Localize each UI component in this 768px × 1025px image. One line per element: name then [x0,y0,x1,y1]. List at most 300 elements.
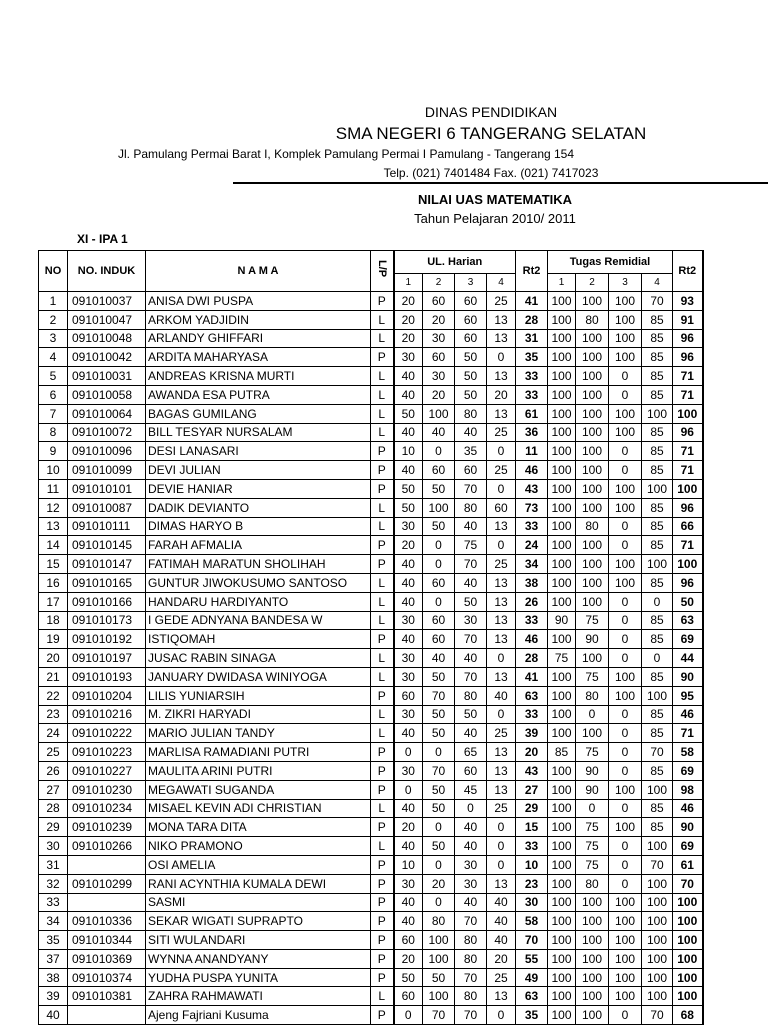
grades-table [38,250,704,1025]
cell-lp: L [371,517,394,536]
cell-ul-1: 30 [394,705,423,724]
col-ul-1: 1 [394,274,423,292]
cell-tr-4: 100 [642,949,673,968]
cell-rt2-b: 100 [673,912,703,931]
table-row [39,630,703,649]
cell-lp: L [371,367,394,386]
cell-tr-1: 100 [548,780,576,799]
cell-tr-3: 0 [609,536,642,555]
cell-tr-2: 100 [576,931,609,950]
cell-tr-4: 85 [642,667,673,686]
cell-tr-4: 100 [642,555,673,574]
cell-no: 16 [39,573,68,592]
table-row [39,292,703,311]
cell-nama: MARLISA RAMADIANI PUTRI [146,743,371,762]
cell-ul-2: 0 [423,536,455,555]
cell-rt2-a: 38 [516,573,548,592]
cell-ul-1: 40 [394,573,423,592]
cell-tr-3: 0 [609,855,642,874]
cell-ul-1: 20 [394,536,423,555]
cell-ul-1: 50 [394,404,423,423]
table-row [39,329,703,348]
cell-ul-4: 60 [487,498,516,517]
cell-ul-1: 0 [394,743,423,762]
cell-ul-3: 50 [455,385,487,404]
cell-induk: 091010111 [68,517,146,536]
cell-ul-3: 70 [455,667,487,686]
cell-tr-3: 100 [609,555,642,574]
cell-ul-1: 0 [394,780,423,799]
cell-lp: P [371,761,394,780]
cell-tr-4: 70 [642,1006,673,1025]
cell-tr-2: 80 [576,686,609,705]
cell-no: 20 [39,649,68,668]
cell-rt2-a: 63 [516,987,548,1006]
cell-induk: 091010266 [68,837,146,856]
cell-rt2-b: 69 [673,630,703,649]
cell-tr-3: 100 [609,292,642,311]
table-row [39,949,703,968]
cell-tr-2: 80 [576,517,609,536]
cell-ul-1: 40 [394,385,423,404]
cell-tr-4: 100 [642,686,673,705]
table-row [39,667,703,686]
cell-ul-2: 60 [423,630,455,649]
cell-ul-2: 60 [423,348,455,367]
col-tr-2: 2 [576,274,609,292]
cell-nama: SITI WULANDARI [146,931,371,950]
cell-ul-1: 20 [394,949,423,968]
cell-rt2-b: 100 [673,987,703,1006]
cell-ul-4: 0 [487,536,516,555]
cell-lp: L [371,310,394,329]
cell-no: 8 [39,423,68,442]
report-title: NILAI UAS MATEMATIKA [417,192,573,207]
cell-ul-3: 80 [455,686,487,705]
cell-rt2-b: 71 [673,367,703,386]
cell-ul-4: 13 [487,743,516,762]
cell-tr-2: 75 [576,818,609,837]
cell-tr-3: 100 [609,931,642,950]
cell-ul-4: 13 [487,987,516,1006]
table-row [39,780,703,799]
cell-rt2-b: 100 [673,968,703,987]
cell-lp: L [371,987,394,1006]
cell-ul-4: 13 [487,310,516,329]
cell-ul-3: 60 [455,292,487,311]
cell-lp: L [371,705,394,724]
cell-tr-1: 75 [548,649,576,668]
cell-nama: ISTIQOMAH [146,630,371,649]
cell-ul-4: 0 [487,855,516,874]
cell-rt2-a: 46 [516,461,548,480]
cell-rt2-b: 96 [673,573,703,592]
cell-ul-3: 30 [455,874,487,893]
cell-ul-4: 0 [487,348,516,367]
cell-ul-2: 70 [423,761,455,780]
cell-rt2-a: 31 [516,329,548,348]
table-row [39,423,703,442]
cell-tr-4: 100 [642,404,673,423]
cell-tr-2: 100 [576,292,609,311]
cell-ul-4: 40 [487,931,516,950]
cell-tr-4: 85 [642,310,673,329]
cell-ul-1: 20 [394,292,423,311]
cell-tr-4: 85 [642,705,673,724]
academic-year: Tahun Pelajaran 2010/ 2011 [414,211,576,226]
cell-ul-3: 70 [455,555,487,574]
cell-tr-1: 100 [548,912,576,931]
table-row [39,799,703,818]
cell-rt2-b: 58 [673,743,703,762]
cell-tr-2: 100 [576,348,609,367]
cell-tr-1: 100 [548,348,576,367]
cell-induk: 091010101 [68,479,146,498]
cell-ul-2: 20 [423,874,455,893]
cell-ul-1: 10 [394,855,423,874]
cell-ul-4: 25 [487,555,516,574]
cell-tr-4: 100 [642,912,673,931]
cell-nama: MARIO JULIAN TANDY [146,724,371,743]
cell-ul-3: 65 [455,743,487,762]
table-row [39,442,703,461]
cell-tr-3: 100 [609,818,642,837]
cell-tr-3: 0 [609,517,642,536]
cell-no: 34 [39,912,68,931]
table-row [39,649,703,668]
cell-tr-4: 85 [642,611,673,630]
cell-ul-1: 20 [394,818,423,837]
table-row [39,348,703,367]
cell-ul-1: 50 [394,479,423,498]
cell-tr-4: 100 [642,837,673,856]
cell-no: 32 [39,874,68,893]
cell-rt2-b: 91 [673,310,703,329]
cell-no: 23 [39,705,68,724]
cell-tr-3: 0 [609,461,642,480]
cell-tr-3: 0 [609,367,642,386]
cell-induk: 091010223 [68,743,146,762]
cell-tr-3: 100 [609,968,642,987]
cell-ul-3: 30 [455,855,487,874]
cell-lp: P [371,912,394,931]
cell-nama: MISAEL KEVIN ADI CHRISTIAN [146,799,371,818]
col-lp-label: L/P [375,259,388,278]
cell-lp: P [371,931,394,950]
cell-induk: 091010222 [68,724,146,743]
cell-tr-3: 100 [609,348,642,367]
col-tr-4: 4 [642,274,673,292]
cell-ul-1: 30 [394,517,423,536]
cell-tr-1: 100 [548,761,576,780]
cell-tr-1: 100 [548,329,576,348]
cell-tr-1: 100 [548,893,576,912]
cell-no: 37 [39,949,68,968]
cell-tr-2: 75 [576,837,609,856]
cell-tr-1: 100 [548,949,576,968]
cell-ul-2: 60 [423,611,455,630]
cell-tr-1: 100 [548,724,576,743]
cell-rt2-a: 20 [516,743,548,762]
cell-no: 33 [39,893,68,912]
cell-tr-2: 100 [576,367,609,386]
cell-ul-2: 100 [423,498,455,517]
cell-rt2-a: 41 [516,292,548,311]
cell-lp: P [371,855,394,874]
cell-no: 13 [39,517,68,536]
cell-ul-3: 40 [455,517,487,536]
cell-ul-1: 60 [394,987,423,1006]
cell-rt2-b: 70 [673,874,703,893]
cell-ul-2: 0 [423,893,455,912]
cell-rt2-a: 36 [516,423,548,442]
cell-tr-2: 100 [576,912,609,931]
cell-ul-2: 100 [423,931,455,950]
cell-ul-3: 60 [455,329,487,348]
cell-induk: 091010147 [68,555,146,574]
cell-tr-4: 85 [642,329,673,348]
cell-rt2-b: 100 [673,555,703,574]
cell-ul-3: 0 [455,799,487,818]
table-row [39,498,703,517]
cell-tr-3: 100 [609,423,642,442]
col-lp [371,251,394,292]
cell-ul-4: 13 [487,611,516,630]
cell-ul-1: 40 [394,367,423,386]
cell-lp: P [371,555,394,574]
cell-tr-1: 100 [548,517,576,536]
cell-tr-2: 100 [576,1006,609,1025]
cell-ul-1: 30 [394,667,423,686]
cell-induk: 091010042 [68,348,146,367]
cell-no: 22 [39,686,68,705]
cell-lp: P [371,686,394,705]
cell-nama: BILL TESYAR NURSALAM [146,423,371,442]
cell-tr-3: 100 [609,987,642,1006]
cell-nama: RANI ACYNTHIA KUMALA DEWI [146,874,371,893]
cell-tr-1: 100 [548,968,576,987]
col-ul-4: 4 [487,274,516,292]
cell-ul-4: 25 [487,292,516,311]
cell-ul-1: 40 [394,912,423,931]
cell-nama: SEKAR WIGATI SUPRAPTO [146,912,371,931]
cell-tr-1: 90 [548,611,576,630]
cell-ul-2: 40 [423,649,455,668]
cell-ul-1: 30 [394,611,423,630]
cell-tr-1: 100 [548,536,576,555]
col-rt2-b: Rt2 [673,251,703,292]
table-row [39,573,703,592]
cell-induk: 091010227 [68,761,146,780]
cell-ul-4: 20 [487,949,516,968]
cell-tr-3: 100 [609,329,642,348]
class-label: XI - IPA 1 [77,232,128,246]
cell-ul-3: 40 [455,818,487,837]
cell-ul-1: 40 [394,461,423,480]
cell-ul-2: 20 [423,310,455,329]
school-phone: Telp. (021) 7401484 Fax. (021) 7417023 [383,166,599,180]
cell-rt2-a: 33 [516,837,548,856]
cell-ul-4: 0 [487,649,516,668]
cell-ul-3: 60 [455,761,487,780]
cell-tr-4: 100 [642,874,673,893]
cell-tr-4: 70 [642,855,673,874]
cell-ul-2: 30 [423,367,455,386]
cell-tr-1: 100 [548,404,576,423]
cell-ul-3: 40 [455,649,487,668]
cell-tr-3: 0 [609,761,642,780]
cell-induk: 091010369 [68,949,146,968]
cell-ul-3: 50 [455,348,487,367]
cell-ul-3: 60 [455,461,487,480]
cell-nama: HANDARU HARDIYANTO [146,592,371,611]
table-row [39,686,703,705]
cell-induk: 091010230 [68,780,146,799]
cell-ul-4: 40 [487,893,516,912]
table-row [39,874,703,893]
cell-nama: NIKO PRAMONO [146,837,371,856]
cell-nama: JUSAC RABIN SINAGA [146,649,371,668]
cell-induk: 091010216 [68,705,146,724]
cell-tr-1: 100 [548,705,576,724]
table-row [39,310,703,329]
cell-ul-2: 50 [423,780,455,799]
cell-tr-3: 0 [609,724,642,743]
cell-rt2-a: 26 [516,592,548,611]
col-no: NO [39,251,68,292]
cell-tr-3: 0 [609,705,642,724]
cell-ul-2: 100 [423,404,455,423]
table-row [39,611,703,630]
cell-induk: 091010193 [68,667,146,686]
cell-no: 28 [39,799,68,818]
cell-ul-1: 40 [394,423,423,442]
cell-tr-2: 100 [576,573,609,592]
cell-nama: LILIS YUNIARSIH [146,686,371,705]
cell-tr-4: 85 [642,761,673,780]
cell-rt2-a: 15 [516,818,548,837]
col-tugas-remidial: Tugas Remidial [548,251,673,274]
cell-tr-2: 100 [576,968,609,987]
cell-ul-2: 50 [423,705,455,724]
cell-lp: L [371,611,394,630]
cell-tr-1: 100 [548,292,576,311]
cell-tr-4: 85 [642,423,673,442]
cell-tr-2: 80 [576,874,609,893]
col-tr-3: 3 [609,274,642,292]
table-row [39,385,703,404]
cell-tr-3: 0 [609,442,642,461]
cell-lp: P [371,479,394,498]
cell-tr-1: 100 [548,837,576,856]
cell-tr-1: 85 [548,743,576,762]
cell-nama: I GEDE ADNYANA BANDESA W [146,611,371,630]
cell-rt2-b: 71 [673,442,703,461]
cell-ul-4: 13 [487,367,516,386]
cell-tr-1: 100 [548,592,576,611]
cell-ul-4: 20 [487,385,516,404]
cell-ul-2: 50 [423,479,455,498]
cell-ul-4: 0 [487,442,516,461]
cell-rt2-b: 63 [673,611,703,630]
cell-lp: L [371,592,394,611]
cell-tr-4: 70 [642,743,673,762]
table-row [39,855,703,874]
cell-rt2-b: 44 [673,649,703,668]
cell-induk: 091010064 [68,404,146,423]
cell-rt2-b: 71 [673,385,703,404]
cell-rt2-b: 96 [673,423,703,442]
cell-no: 26 [39,761,68,780]
cell-ul-2: 80 [423,912,455,931]
cell-tr-4: 85 [642,724,673,743]
table-row [39,987,703,1006]
table-row [39,479,703,498]
cell-rt2-b: 95 [673,686,703,705]
cell-induk: 091010197 [68,649,146,668]
cell-nama: BAGAS GUMILANG [146,404,371,423]
cell-tr-3: 100 [609,498,642,517]
cell-lp: P [371,968,394,987]
cell-rt2-b: 98 [673,780,703,799]
cell-tr-4: 85 [642,573,673,592]
cell-tr-1: 100 [548,855,576,874]
cell-tr-3: 100 [609,912,642,931]
cell-ul-3: 40 [455,893,487,912]
cell-ul-4: 13 [487,573,516,592]
cell-tr-1: 100 [548,442,576,461]
cell-ul-3: 50 [455,367,487,386]
cell-ul-3: 80 [455,404,487,423]
cell-rt2-b: 50 [673,592,703,611]
cell-ul-1: 40 [394,592,423,611]
cell-lp: L [371,498,394,517]
cell-tr-3: 0 [609,611,642,630]
cell-rt2-b: 66 [673,517,703,536]
cell-tr-3: 0 [609,874,642,893]
cell-lp: L [371,573,394,592]
cell-rt2-a: 49 [516,968,548,987]
cell-tr-4: 85 [642,442,673,461]
cell-rt2-a: 46 [516,630,548,649]
table-row [39,912,703,931]
cell-no: 15 [39,555,68,574]
cell-ul-2: 50 [423,667,455,686]
cell-induk: 091010192 [68,630,146,649]
cell-ul-3: 70 [455,630,487,649]
cell-ul-3: 80 [455,498,487,517]
cell-ul-4: 0 [487,818,516,837]
cell-tr-2: 75 [576,855,609,874]
cell-rt2-b: 71 [673,724,703,743]
cell-ul-2: 0 [423,442,455,461]
cell-ul-4: 13 [487,592,516,611]
cell-ul-2: 50 [423,968,455,987]
cell-ul-3: 60 [455,310,487,329]
cell-lp: P [371,874,394,893]
cell-rt2-b: 100 [673,479,703,498]
cell-tr-2: 90 [576,780,609,799]
cell-tr-1: 100 [548,667,576,686]
cell-ul-4: 13 [487,329,516,348]
cell-ul-4: 0 [487,479,516,498]
cell-rt2-b: 46 [673,705,703,724]
cell-nama: M. ZIKRI HARYADI [146,705,371,724]
cell-rt2-a: 33 [516,517,548,536]
cell-tr-4: 85 [642,461,673,480]
cell-ul-4: 25 [487,423,516,442]
table-row [39,461,703,480]
